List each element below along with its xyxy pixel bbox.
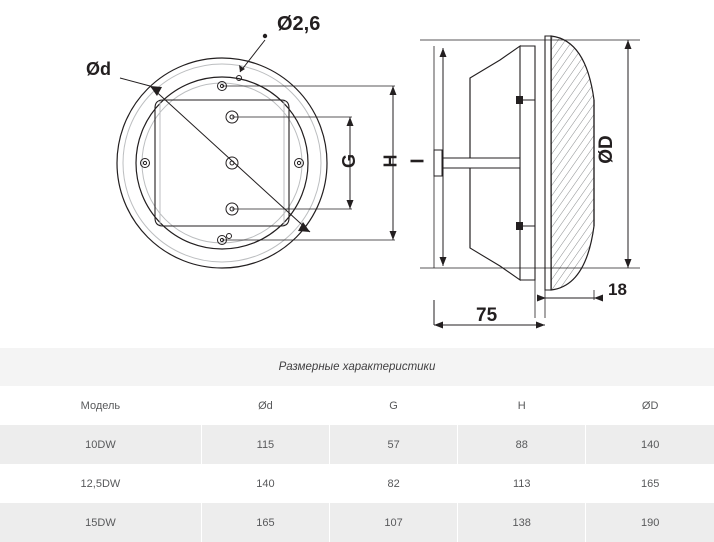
dimensions-table [0,348,714,542]
table-caption: Размерные характеристики [278,361,436,373]
cell-D: 190 [586,503,714,542]
depth-18-dimension [537,295,603,302]
D-dimension [625,40,632,268]
cell-model: 15DW [85,516,116,529]
dimension-l-label: I [407,158,428,164]
dimension-g-label: G [339,153,360,169]
dimension-18-label: 18 [608,280,627,299]
cell-h: 138 [458,503,586,542]
table-row [0,503,714,542]
cell-d: 115 [201,425,329,464]
table-row [0,425,714,464]
table-header-row [0,386,714,425]
dimension-75-label: 75 [476,305,498,326]
column-header-model: Модель [80,399,121,412]
column-header-g: G [330,386,458,425]
side-section-view [420,36,640,329]
diameter-2-6-label: Ø2,6 [277,13,321,35]
table-caption-row [0,348,714,386]
cell-d: 140 [201,464,329,503]
cell-model: 10DW [85,438,116,451]
cell-g: 107 [330,503,458,542]
cell-d: 165 [201,503,329,542]
cell-model: 12,5DW [80,477,121,490]
cell-h: 88 [458,425,586,464]
cell-D: 140 [586,425,714,464]
diameter-d-label: Ød [86,59,111,79]
diameter-D-label: ØD [595,135,617,164]
front-view [117,34,397,268]
dimension-h-label: H [380,154,401,168]
cell-g: 57 [330,425,458,464]
cell-h: 113 [458,464,586,503]
table-row [0,464,714,503]
column-header-d: Ød [201,386,329,425]
column-header-h: H [458,386,586,425]
column-header-D: ØD [586,386,714,425]
cell-g: 82 [330,464,458,503]
cell-D: 165 [586,464,714,503]
